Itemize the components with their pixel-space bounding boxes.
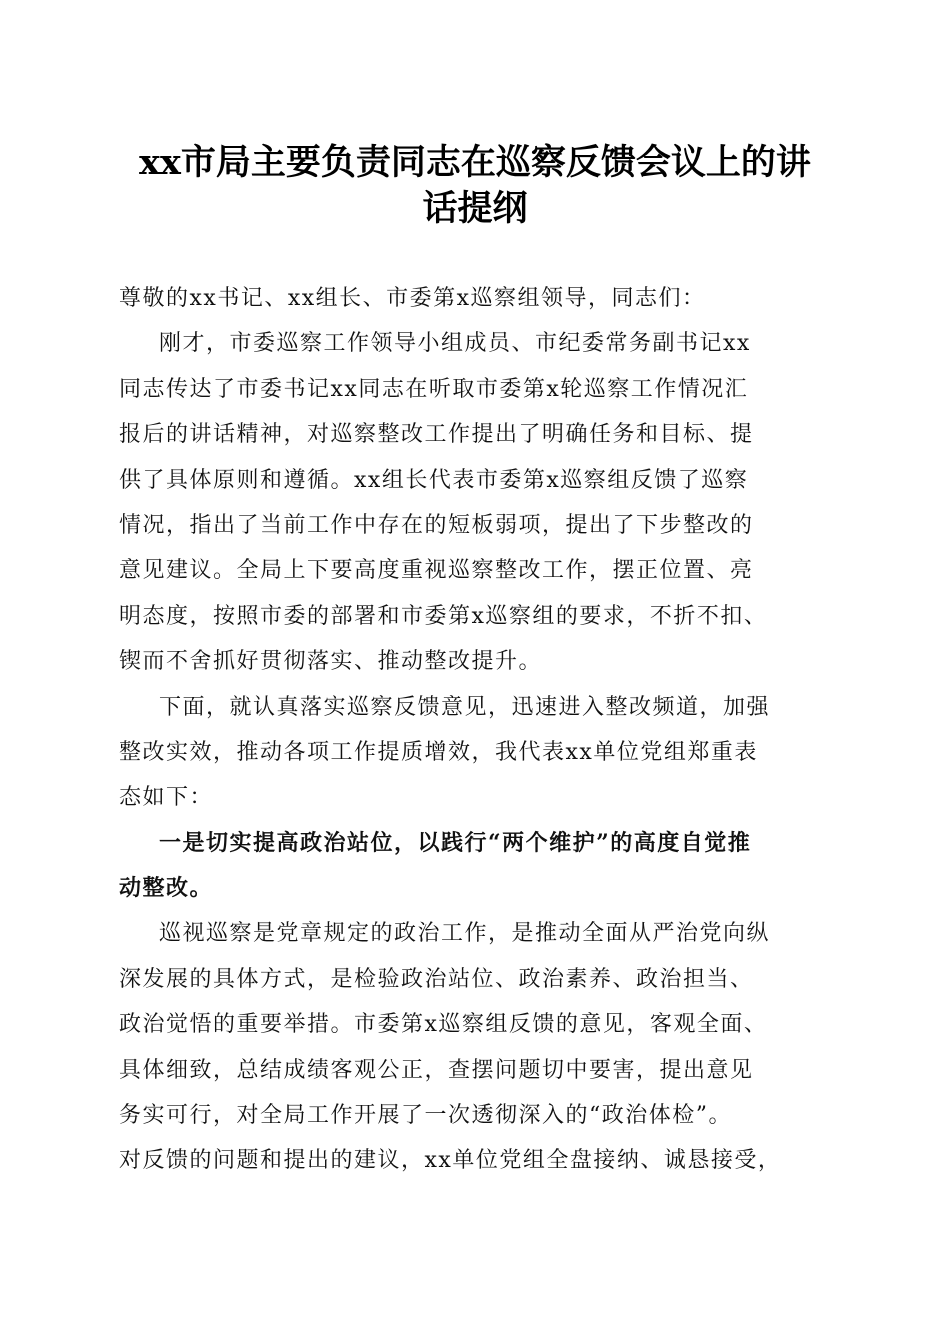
paragraph-1-line-1: 刚才，市委巡察工作领导小组成员、市纪委常务副书记xx: [159, 331, 751, 357]
paragraph-4-line-1: 巡视巡察是党章规定的政治工作，是推动全面从严治党向纵: [159, 921, 771, 947]
paragraph-4-line-4: 具体细致，总结成绩客观公正，查摆问题切中要害，提出意见: [119, 1057, 754, 1083]
paragraph-1-line-7: 明态度，按照市委的部署和市委第x巡察组的要求，不折不扣、: [119, 603, 768, 629]
title-line-2: 话提纲: [422, 188, 528, 229]
document-title: [100, 140, 850, 232]
paragraph-4-line-2: 深发展的具体方式，是检验政治站位、政治素养、政治担当、: [119, 966, 754, 992]
salutation: 尊敬的xx书记、xx组长、市委第x巡察组领导，同志们：: [119, 286, 706, 311]
paragraph-1-line-4: 供了具体原则和遵循。xx组长代表市委第x巡察组反馈了巡察: [119, 467, 749, 493]
paragraph-2-line-2: 整改实效，推动各项工作提质增效，我代表xx单位党组郑重表: [119, 739, 758, 765]
paragraph-1-line-8: 锲而不舍抓好贯彻落实、推动整改提升。: [119, 649, 543, 675]
paragraph-1-line-6: 意见建议。全局上下要高度重视巡察整改工作，摆正位置、亮: [119, 558, 754, 584]
paragraph-2-line-3: 态如下：: [119, 785, 214, 811]
paragraph-1-line-5: 情况，指出了当前工作中存在的短板弱项，提出了下步整改的: [119, 512, 754, 538]
title-line-1: xx市局主要负责同志在巡察反馈会议上的讲: [139, 142, 811, 183]
section-heading-line-2: 动整改。: [119, 875, 214, 902]
paragraph-4-line-6: 对反馈的问题和提出的建议，xx单位党组全盘接纳、诚恳接受，: [119, 1148, 782, 1174]
paragraph-2-line-1: 下面，就认真落实巡察反馈意见，迅速进入整改频道，加强: [159, 694, 771, 720]
paragraph-4-line-5: 务实可行，对全局工作开展了一次透彻深入的“政治体检”。: [119, 1103, 732, 1129]
paragraph-1-line-2: 同志传达了市委书记xx同志在听取市委第x轮巡察工作情况汇: [119, 376, 749, 402]
paragraph-4-line-3: 政治觉悟的重要举措。市委第x巡察组反馈的意见，客观全面、: [119, 1012, 768, 1038]
paragraph-1-line-3: 报后的讲话精神，对巡察整改工作提出了明确任务和目标、提: [119, 422, 754, 448]
document-body: [119, 276, 834, 1184]
section-heading-line-1: 一是切实提高政治站位，以践行“两个维护”的高度自觉推: [159, 829, 752, 856]
